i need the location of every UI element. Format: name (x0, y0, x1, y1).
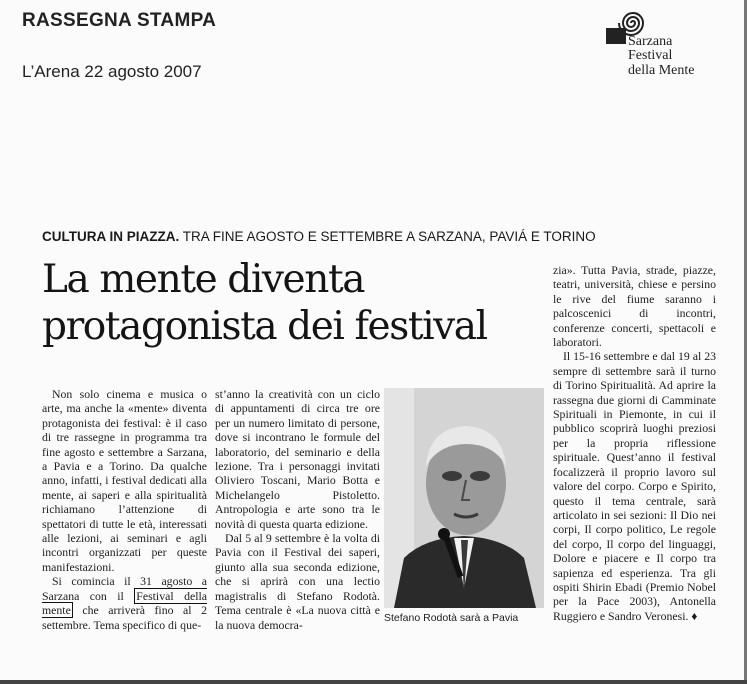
scan-edge-bottom (0, 680, 747, 684)
kicker-subtitle: TRA FINE AGOSTO E SETTEMBRE A SARZANA, PAVIÁ E TORINO (182, 229, 596, 244)
festival-logo (606, 2, 726, 82)
paragraph: zia». Tutta Pavia, strade, piazze, teatri, università, chiese e persino le rive del fiume saranno i palcoscenici di incontri, conferenze concerti, spettacoli e laboratori. (553, 263, 716, 350)
paragraph: Il 15-16 settembre e dal 19 al 23 sempre di settembre sarà il turno di Torino Spiritualità. Ad aprire la rassegna due giorni di Camminate Spirituali in Piemonte, in cui il pubblico scoprirà luoghi preziosi per la propria riflessione spirituale. Quest’anno il festival focalizzerà il proprio lavoro sul valore del corpo. Corpo e Spirito, questo il tema centrale, sarà articolato in sei sezioni: Il Dio nei corpi, Il corpo politico, Le regole del corpo, Il corpo del linguaggi, Dolore e piacere e Il corpo tra sapienza ed esperienza. Tra gli ospiti Shirin Ebadi (Premio Nobel per la Pace 2003), Antonella Ruggiero e Sandro Veronesi. ♦ (553, 349, 716, 623)
source-date: L’Arena 22 agosto 2007 (22, 62, 202, 81)
portrait-image (384, 388, 544, 608)
paragraph (42, 574, 207, 632)
paragraph: st’anno la creatività con un ciclo di appuntamenti di circa tre ore per un numero limitato di persone, dove si incontrano le formule del laboratorio, del seminario e della lezione. Tra i personaggi invitati Oliviero Toscani, Mario Botta e Michelangelo Pistoletto. Antropologia e arte sono tra le novità di questa quarta edizione. (215, 387, 380, 531)
article-kicker (42, 229, 596, 244)
logo-line-sarzana: Sarzana (628, 34, 673, 49)
highlighted-festival-name: Festival della mente (42, 588, 207, 618)
text-run: che arriverà fino al 2 settembre. Tema specifico di que- (42, 603, 207, 632)
press-review-label: RASSEGNA STAMPA (22, 10, 217, 31)
article-column-1 (42, 387, 207, 632)
logo-line-della-mente: della Mente (628, 63, 695, 78)
portrait-photo (384, 388, 544, 608)
article-column-4 (553, 263, 716, 623)
portrait-figure (384, 388, 544, 624)
text-run: Si comincia il 31 agosto a Sarzana con il (42, 574, 207, 603)
paragraph: Non solo cinema e musica o arte, ma anche la «mente» diventa protagonista dei festival: è il caso di tre rassegne in programma tra fine agosto e settembre a Sarzana, a Pavia e a Torino. Da qualche anno, infatti, i festival dedicati alla mente, ai saperi e alla spiritualità richiamano l’attenzione di spettatori di tutte le età, interessati alle lezioni, ai seminari e agli incontri organizzati per queste manifestazioni. (42, 387, 207, 574)
logo-line-festival: Festival (628, 48, 673, 63)
photo-caption: Stefano Rodotà sarà a Pavia (384, 612, 519, 624)
paragraph: Dal 5 al 9 settembre è la volta di Pavia con il Festival dei saperi, giunto alla sua seconda edizione, che si aprirà con una lectio magistralis di Stefano Rodotà. Tema centrale è «La nuova città e la nuova democra- (215, 531, 380, 632)
article-headline: La mente diventa protagonista dei festival (42, 257, 487, 349)
article-column-2 (215, 387, 380, 632)
kicker-section: CULTURA IN PIAZZA. (42, 229, 180, 244)
